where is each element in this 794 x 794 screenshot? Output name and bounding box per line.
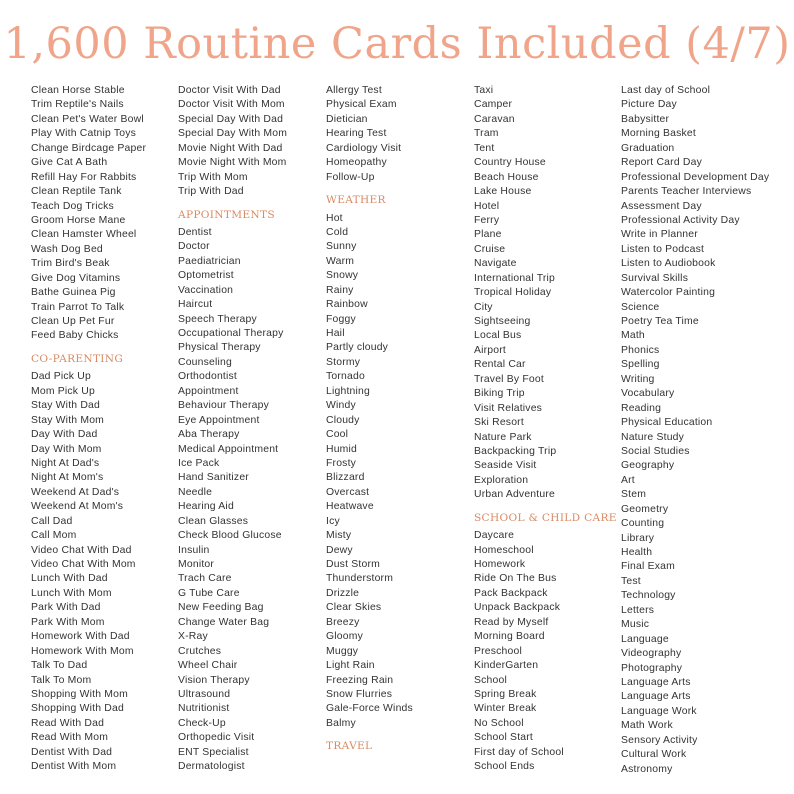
routine-card-item: No School: [474, 717, 524, 729]
routine-card-item: School Ends: [474, 761, 535, 773]
routine-card-item: ENT Specialist: [178, 746, 249, 758]
routine-card-item: Ferry: [474, 214, 500, 226]
routine-card-item: Park With Mom: [31, 616, 105, 628]
routine-card-item: Nature Study: [621, 431, 685, 443]
routine-card-item: Hearing Aid: [178, 501, 234, 513]
routine-card-item: Orthodontist: [178, 371, 238, 383]
routine-card-item: Occupational Therapy: [178, 328, 284, 339]
routine-card-item: Heatwave: [326, 501, 374, 513]
routine-card-item: Ski Resort: [474, 417, 524, 429]
routine-card-item: Clear Skies: [326, 602, 382, 614]
routine-card-item: Stormy: [326, 356, 361, 368]
routine-card-item: Clean Hamster Wheel: [31, 229, 137, 241]
column-5: [621, 84, 771, 777]
routine-card-item: Hand Sanitizer: [178, 472, 249, 484]
column-3: [326, 84, 476, 758]
routine-card-item: Needle: [178, 486, 213, 498]
routine-card-item: Dust Storm: [326, 559, 380, 570]
routine-card-item: Professional Development Day: [621, 171, 770, 183]
routine-card-item: Check-Up: [178, 717, 226, 729]
routine-card-item: Homework: [474, 559, 526, 570]
routine-card-item: Monitor: [178, 559, 215, 570]
routine-card-item: Weekend At Dad's: [31, 486, 120, 498]
routine-card-item: Clean Glasses: [178, 515, 249, 527]
routine-card-item: Hot: [326, 212, 343, 224]
routine-card-item: Graduation: [621, 142, 675, 154]
routine-card-item: Watercolor Painting: [621, 287, 716, 299]
routine-card-item: Call Mom: [31, 530, 77, 542]
routine-card-item: Reading: [621, 402, 662, 414]
routine-card-item: Trim Bird's Beak: [31, 258, 110, 270]
routine-card-item: Teach Dog Tricks: [31, 200, 114, 212]
routine-card-item: Doctor Visit With Dad: [178, 85, 281, 96]
routine-card-item: KinderGarten: [474, 660, 539, 672]
section-heading: SCHOOL & CHILD CARE: [474, 511, 617, 524]
routine-card-item: Assessment Day: [621, 200, 702, 212]
routine-card-item: Letters: [621, 604, 655, 616]
routine-card-item: Clean Pet's Water Bowl: [31, 113, 144, 125]
column-1: [31, 84, 181, 775]
routine-card-item: Change Birdcage Paper: [31, 142, 147, 154]
routine-card-item: Parents Teacher Interviews: [621, 186, 752, 198]
page-title: 1,600 Routine Cards Included (4/7): [3, 19, 791, 69]
routine-card-item: Read With Dad: [31, 717, 105, 729]
routine-card-item: Ride On The Bus: [474, 573, 557, 585]
routine-card-item: Shopping With Mom: [31, 688, 128, 700]
routine-card-item: Blizzard: [326, 472, 365, 484]
routine-card-item: Gale-Force Winds: [326, 703, 413, 715]
routine-card-item: Language: [621, 633, 669, 645]
routine-card-item: Social Studies: [621, 445, 690, 457]
routine-card-item: Rental Car: [474, 359, 526, 371]
routine-card-item: Movie Night With Dad: [178, 142, 283, 154]
routine-card-item: Physical Exam: [326, 99, 397, 111]
routine-card-item: Final Exam: [621, 561, 675, 573]
routine-card-item: Cruise: [474, 243, 506, 255]
routine-card-item: Speech Therapy: [178, 313, 257, 325]
routine-card-item: Sensory Activity: [621, 734, 698, 746]
routine-card-item: Dentist With Dad: [31, 746, 113, 758]
routine-card-item: Stay With Dad: [31, 400, 101, 412]
routine-card-item: Astronomy: [621, 763, 673, 775]
routine-card-item: Light Rain: [326, 660, 375, 672]
routine-card-item: Appointment: [178, 385, 239, 397]
routine-card-item: Nature Park: [474, 431, 532, 443]
column-4: [474, 84, 624, 775]
routine-card-item: Poetry Tea Time: [621, 316, 699, 327]
routine-card-item: Vision Therapy: [178, 674, 250, 686]
routine-card-item: Seaside Visit: [474, 460, 537, 472]
routine-card-item: Spring Break: [474, 688, 537, 700]
routine-card-item: Train Parrot To Talk: [31, 301, 125, 313]
routine-card-item: Dewy: [326, 544, 353, 556]
routine-card-item: Give Cat A Bath: [31, 157, 108, 169]
routine-card-item: Movie Night With Mom: [178, 157, 287, 169]
routine-card-item: Biking Trip: [474, 388, 525, 400]
routine-card-item: Freezing Rain: [326, 674, 394, 686]
routine-card-item: Technology: [621, 590, 676, 602]
routine-card-item: Special Day With Mom: [178, 128, 288, 140]
routine-card-item: Tropical Holiday: [474, 287, 552, 299]
routine-card-item: Eye Appointment: [178, 414, 260, 426]
routine-card-item: Homework With Mom: [31, 645, 134, 657]
routine-card-item: Airport: [474, 344, 507, 356]
routine-card-item: Dietician: [326, 113, 368, 125]
routine-card-item: Cardiology Visit: [326, 142, 402, 154]
routine-card-item: Spelling: [621, 359, 660, 371]
routine-card-item: Clean Reptile Tank: [31, 186, 122, 198]
routine-card-item: Sunny: [326, 241, 357, 253]
routine-card-item: Talk To Mom: [31, 674, 92, 686]
routine-card-item: Mom Pick Up: [31, 385, 95, 397]
routine-card-item: Stem: [621, 489, 647, 501]
routine-card-item: Breezy: [326, 616, 360, 628]
routine-card-item: Change Water Bag: [178, 616, 270, 628]
routine-card-item: Read With Mom: [31, 732, 109, 744]
routine-card-item: Stay With Mom: [31, 414, 105, 426]
routine-card-item: Overcast: [326, 486, 370, 498]
routine-card-item: Clean Up Pet Fur: [31, 316, 115, 327]
routine-card-item: Day With Mom: [31, 443, 102, 455]
routine-card-item: Vaccination: [178, 284, 234, 296]
routine-card-item: Lake House: [474, 186, 532, 198]
routine-card-item: Hearing Test: [326, 128, 387, 140]
routine-card-item: Lunch With Dad: [31, 573, 108, 585]
routine-card-item: Thunderstorm: [326, 573, 394, 585]
routine-card-item: Math: [621, 330, 645, 342]
routine-card-item: Trip With Mom: [178, 171, 248, 183]
routine-card-item: Doctor Visit With Mom: [178, 99, 285, 111]
routine-card-item: Orthopedic Visit: [178, 732, 255, 744]
routine-card-item: New Feeding Bag: [178, 602, 264, 614]
routine-card-item: Insulin: [178, 544, 210, 556]
routine-card-item: First day of School: [474, 746, 564, 758]
routine-card-item: Babysitter: [621, 113, 670, 125]
routine-card-item: Dentist: [178, 226, 212, 238]
routine-card-item: Video Chat With Dad: [31, 544, 132, 556]
section-heading: WEATHER: [326, 194, 386, 207]
routine-card-item: Ice Pack: [178, 457, 220, 469]
routine-card-item: Frosty: [326, 457, 357, 469]
routine-card-item: Groom Horse Mane: [31, 214, 126, 226]
routine-card-item: Weekend At Mom's: [31, 501, 124, 513]
routine-card-item: Camper: [474, 99, 513, 111]
routine-card-item: Rainbow: [326, 299, 368, 311]
routine-card-item: Hail: [326, 328, 345, 339]
routine-card-item: Crutches: [178, 645, 222, 657]
routine-card-item: Write in Planner: [621, 229, 698, 241]
routine-card-item: Cold: [326, 226, 349, 238]
routine-card-item: Muggy: [326, 645, 359, 657]
routine-card-item: Homework With Dad: [31, 631, 130, 643]
routine-card-item: Videography: [621, 648, 682, 660]
routine-card-item: Urban Adventure: [474, 489, 555, 501]
routine-card-item: Caravan: [474, 113, 515, 125]
routine-card-item: Visit Relatives: [474, 402, 543, 414]
routine-card-item: Nutritionist: [178, 703, 230, 715]
routine-card-item: Morning Board: [474, 631, 545, 643]
routine-card-item: Wheel Chair: [178, 660, 238, 672]
routine-card-item: Beach House: [474, 171, 539, 183]
routine-card-item: Listen to Audiobook: [621, 258, 716, 270]
routine-card-item: Special Day With Dad: [178, 113, 284, 125]
routine-card-item: G Tube Care: [178, 587, 240, 599]
routine-card-item: Partly cloudy: [326, 342, 389, 354]
routine-card-item: Vocabulary: [621, 388, 675, 400]
routine-card-item: Cloudy: [326, 414, 360, 426]
routine-card-item: Cool: [326, 429, 349, 441]
routine-card-item: Give Dog Vitamins: [31, 272, 121, 284]
routine-card-item: Navigate: [474, 258, 517, 270]
routine-card-item: Taxi: [474, 85, 494, 96]
routine-card-item: Country House: [474, 157, 546, 169]
section-heading: CO-PARENTING: [31, 352, 124, 365]
routine-card-item: Bathe Guinea Pig: [31, 287, 116, 299]
routine-card-item: Homeschool: [474, 544, 534, 556]
routine-card-item: Foggy: [326, 313, 356, 325]
routine-card-item: Haircut: [178, 299, 213, 311]
routine-card-item: Language Work: [621, 705, 697, 717]
routine-card-item: Park With Dad: [31, 602, 101, 614]
routine-card-item: Night At Mom's: [31, 472, 104, 484]
routine-card-item: Follow-Up: [326, 171, 375, 183]
routine-card-item: Cultural Work: [621, 749, 687, 761]
routine-card-item: Language Arts: [621, 691, 691, 703]
routine-card-item: Video Chat With Mom: [31, 559, 136, 570]
routine-card-item: Art: [621, 474, 635, 486]
column-2: [178, 84, 328, 775]
routine-card-item: Physical Education: [621, 417, 713, 429]
routine-card-item: Drizzle: [326, 587, 360, 599]
routine-card-item: Snowy: [326, 270, 359, 282]
routine-card-item: Tornado: [326, 371, 365, 383]
routine-card-item: Call Dad: [31, 515, 73, 527]
routine-card-item: Report Card Day: [621, 157, 702, 169]
routine-card-item: Allergy Test: [326, 85, 382, 96]
routine-card-item: Refill Hay For Rabbits: [31, 171, 137, 183]
routine-card-item: X-Ray: [178, 631, 208, 643]
routine-card-item: Travel By Foot: [474, 373, 544, 385]
routine-card-item: Ultrasound: [178, 688, 231, 700]
routine-card-item: Snow Flurries: [326, 688, 393, 700]
routine-card-item: Plane: [474, 229, 502, 241]
routine-card-item: Preschool: [474, 645, 523, 657]
routine-card-item: Unpack Backpack: [474, 602, 561, 614]
routine-card-item: Tent: [474, 142, 495, 154]
routine-card-item: Dermatologist: [178, 761, 245, 773]
routine-card-item: Trip With Dad: [178, 186, 244, 198]
routine-card-item: Last day of School: [621, 85, 711, 96]
routine-card-item: Sightseeing: [474, 316, 531, 327]
routine-card-item: Lunch With Mom: [31, 587, 112, 599]
routine-card-item: Day With Dad: [31, 429, 98, 441]
routine-card-item: Winter Break: [474, 703, 537, 715]
routine-card-item: Hotel: [474, 200, 500, 212]
routine-card-item: Clean Horse Stable: [31, 85, 125, 96]
routine-card-item: Geography: [621, 460, 675, 472]
routine-card-item: Misty: [326, 530, 352, 542]
routine-card-item: Shopping With Dad: [31, 703, 124, 715]
routine-card-item: Humid: [326, 443, 358, 455]
routine-card-item: Medical Appointment: [178, 443, 279, 455]
routine-card-item: Doctor: [178, 241, 210, 253]
routine-card-item: Physical Therapy: [178, 342, 261, 354]
routine-card-item: Gloomy: [326, 631, 363, 643]
routine-card-item: School: [474, 674, 507, 686]
section-heading: TRAVEL: [326, 740, 373, 753]
routine-card-item: Local Bus: [474, 330, 522, 342]
routine-card-item: Lightning: [326, 385, 370, 397]
routine-card-item: Play With Catnip Toys: [31, 128, 137, 140]
routine-card-item: Wash Dog Bed: [31, 243, 103, 255]
routine-card-item: Windy: [326, 400, 356, 412]
routine-card-item: Health: [621, 547, 653, 558]
routine-card-item: Homeopathy: [326, 157, 387, 169]
routine-card-item: Daycare: [474, 530, 515, 542]
routine-card-item: Geometry: [621, 503, 669, 515]
routine-card-item: Behaviour Therapy: [178, 400, 270, 412]
routine-card-item: Writing: [621, 373, 655, 385]
routine-card-item: Backpacking Trip: [474, 445, 557, 457]
routine-card-item: Feed Baby Chicks: [31, 330, 119, 342]
routine-card-item: Trach Care: [178, 573, 232, 585]
routine-card-item: Read by Myself: [474, 616, 549, 628]
routine-card-item: Warm: [326, 255, 355, 267]
routine-card-item: Dentist With Mom: [31, 761, 117, 773]
routine-card-item: Phonics: [621, 344, 660, 356]
routine-card-item: Math Work: [621, 720, 673, 732]
routine-card-item: Exploration: [474, 474, 529, 486]
routine-card-item: Balmy: [326, 717, 356, 729]
routine-card-item: Tram: [474, 128, 499, 140]
routine-card-item: Icy: [326, 515, 340, 527]
routine-card-item: Photography: [621, 662, 683, 674]
routine-card-item: Listen to Podcast: [621, 243, 705, 255]
section-heading: APPOINTMENTS: [178, 208, 275, 221]
routine-card-item: Music: [621, 619, 650, 631]
routine-card-item: Survival Skills: [621, 272, 689, 284]
routine-card-item: Trim Reptile's Nails: [31, 99, 124, 111]
routine-card-item: Pack Backpack: [474, 587, 548, 599]
routine-card-item: Aba Therapy: [178, 429, 240, 441]
routine-card-item: Check Blood Glucose: [178, 530, 282, 542]
routine-card-item: Rainy: [326, 284, 354, 296]
routine-card-item: Picture Day: [621, 99, 677, 111]
routine-card-item: Dad Pick Up: [31, 371, 91, 383]
routine-card-item: Language Arts: [621, 676, 691, 688]
routine-card-item: Test: [621, 575, 641, 587]
routine-card-item: International Trip: [474, 272, 555, 284]
routine-card-item: Talk To Dad: [31, 660, 88, 672]
routine-card-item: Morning Basket: [621, 128, 696, 140]
routine-card-item: Counting: [621, 518, 665, 530]
routine-card-item: Library: [621, 532, 655, 544]
routine-card-item: Night At Dad's: [31, 457, 100, 469]
routine-card-item: Professional Activity Day: [621, 214, 740, 226]
routine-card-item: Counseling: [178, 356, 232, 368]
routine-card-item: Paediatrician: [178, 255, 241, 267]
routine-card-item: School Start: [474, 732, 534, 744]
routine-card-item: Optometrist: [178, 270, 234, 282]
routine-card-item: City: [474, 301, 493, 313]
routine-card-item: Science: [621, 301, 660, 313]
